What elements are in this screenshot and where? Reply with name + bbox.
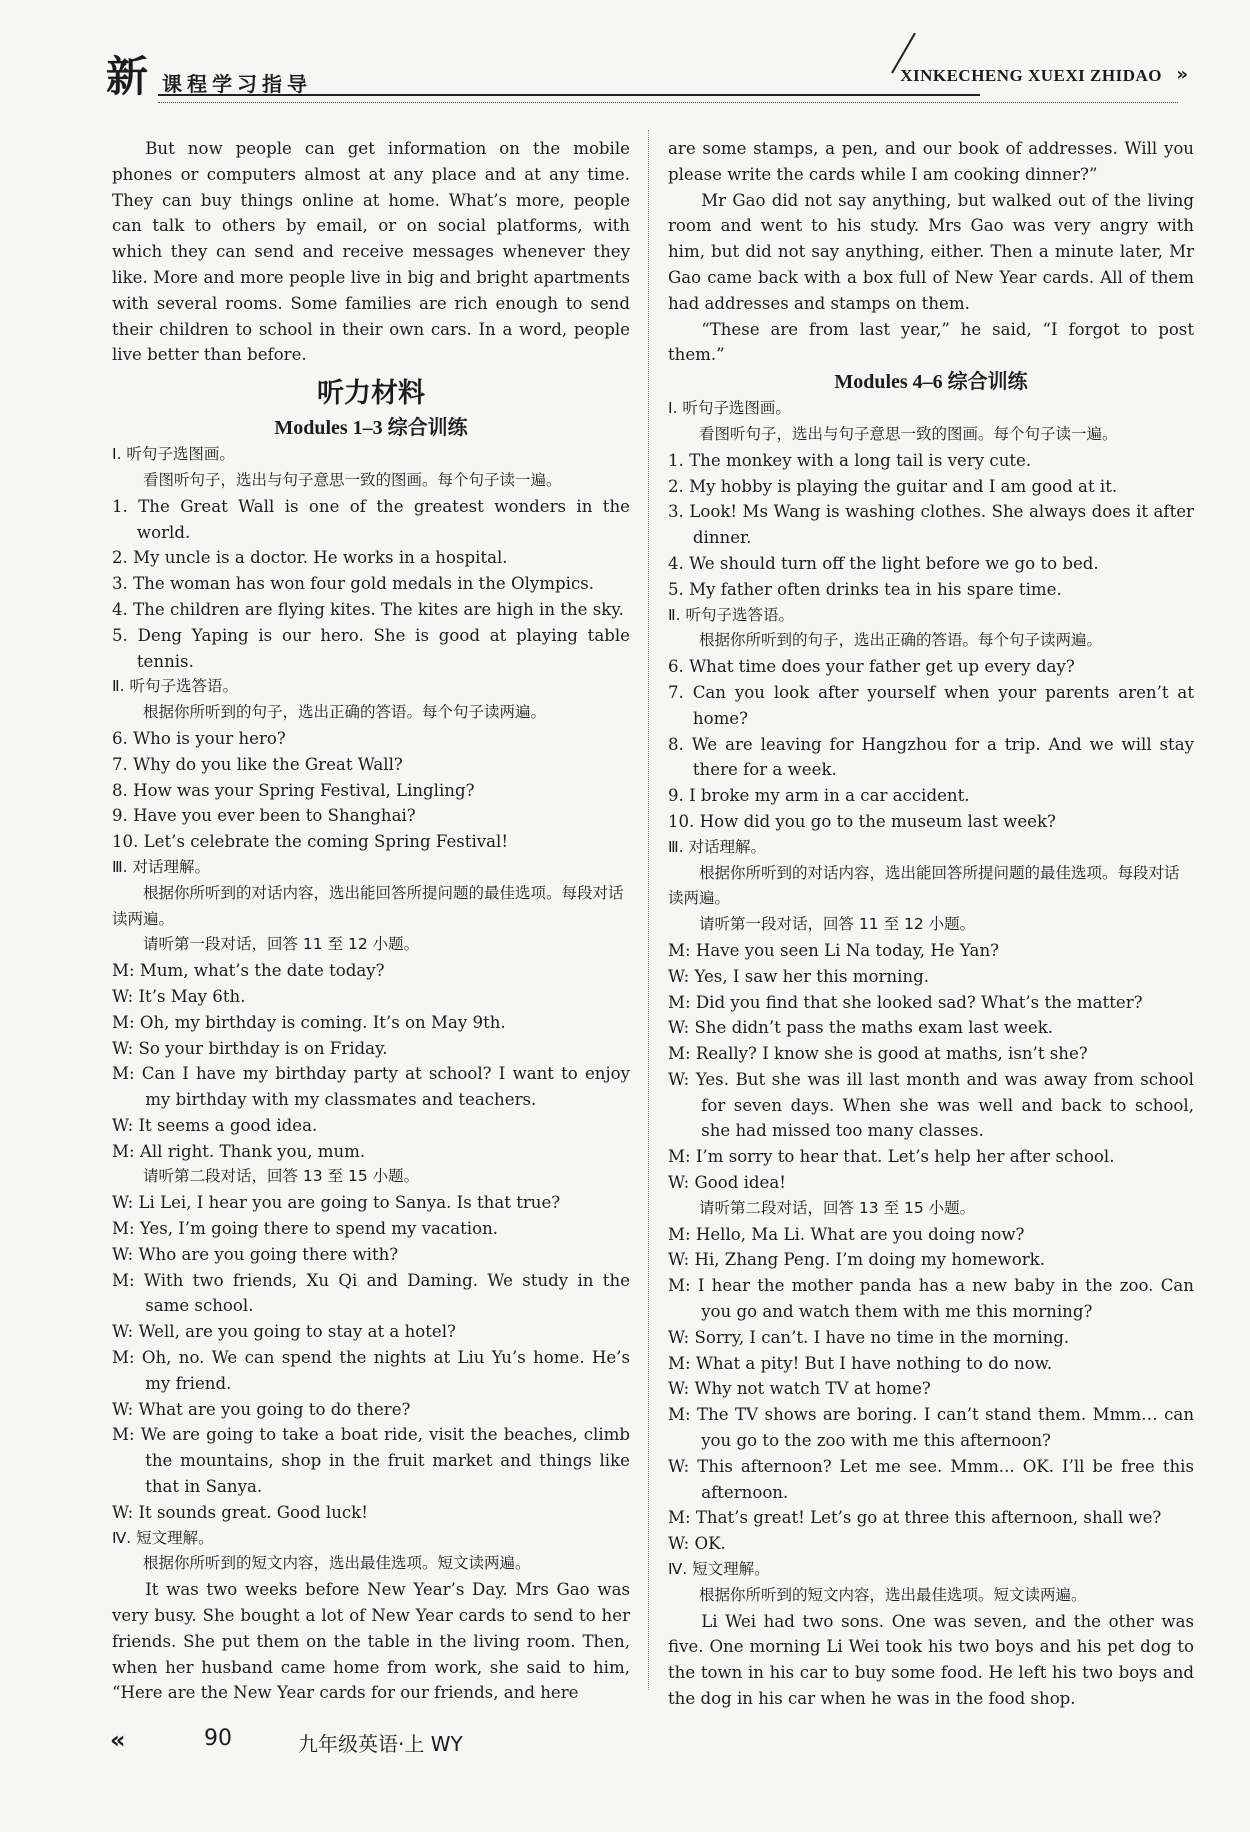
dialogue-line: W: So your birthday is on Friday. xyxy=(112,1038,388,1058)
passage-paragraph: Li Wei had two sons. One was seven, and the other was five. One morning Li Wei took his two boys and his pet dog to the town in his car to buy some food. He left his two boys and the dog in his car when he was in the food shop. xyxy=(668,1611,1194,1709)
column-divider xyxy=(648,130,649,1690)
dialogue-line: W: Why not watch TV at home? xyxy=(668,1379,931,1399)
dialogue-line: M: What a pity! But I have nothing to do now. xyxy=(668,1353,1053,1373)
part-heading: Ⅱ. 听句子选答语。 xyxy=(112,677,238,696)
dialogue-line: M: I hear the mother panda has a new baby in the zoo. Can you go and watch them with me this morning? xyxy=(668,1276,1194,1322)
header-pinyin: XINKECHENG XUEXI ZHIDAO xyxy=(900,66,1162,85)
list-item: 4. We should turn off the light before we go to bed. xyxy=(668,553,1099,573)
dialogue-line: M: Oh, my birthday is coming. It’s on May 9th. xyxy=(112,1012,506,1032)
part-heading: Ⅲ. 对话理解。 xyxy=(668,837,767,856)
dialogue-title: 请听第二段对话，回答 13 至 15 小题。 xyxy=(143,1167,420,1186)
list-item: 6. Who is your hero? xyxy=(112,728,286,748)
dialogue-line: M: The TV shows are boring. I can’t stand them. Mmm… can you go to the zoo with me this afternoon? xyxy=(668,1405,1194,1451)
part-instruction: 根据你所听到的对话内容，选出能回答所提问题的最佳选项。每段对话读两遍。 xyxy=(668,863,1180,908)
dialogue-line: W: It’s May 6th. xyxy=(112,986,246,1006)
list-item: 3. Look! Ms Wang is washing clothes. She always does it after dinner. xyxy=(668,502,1194,548)
part-instruction: 根据你所听到的对话内容，选出能回答所提问题的最佳选项。每段对话读两遍。 xyxy=(112,883,624,928)
chevron-left-icon: « xyxy=(110,1726,126,1754)
part-instruction: 根据你所听到的句子，选出正确的答语。每个句子读两遍。 xyxy=(699,631,1103,650)
dialogue-line: W: She didn’t pass the maths exam last week. xyxy=(668,1018,1054,1038)
dialogue-line: M: Have you seen Li Na today, He Yan? xyxy=(668,940,1000,960)
list-item: 10. Let’s celebrate the coming Spring Festival! xyxy=(112,832,509,852)
list-item: 9. Have you ever been to Shanghai? xyxy=(112,806,416,826)
dialogue-title: 请听第二段对话，回答 13 至 15 小题。 xyxy=(699,1198,976,1217)
dialogue-line: W: Who are you going there with? xyxy=(112,1244,399,1264)
list-item: 5. Deng Yaping is our hero. She is good at playing table tennis. xyxy=(112,625,630,671)
dialogue-line: M: Really? I know she is good at maths, isn’t she? xyxy=(668,1044,1088,1064)
part-instruction: 根据你所听到的短文内容，选出最佳选项。短文读两遍。 xyxy=(699,1585,1087,1604)
dialogue-line: W: Good idea! xyxy=(668,1173,786,1193)
dialogue-line: M: Mum, what’s the date today? xyxy=(112,961,385,981)
passage-paragraph: It was two weeks before New Year’s Day. Mrs Gao was very busy. She bought a lot of New Year cards to send to her friends. She put them on the table in the living room. Then, when her husband came home from work, she said to him, “Here are the New Year cards for our friends, and here xyxy=(112,1580,630,1703)
intro-paragraph: But now people can get information on the mobile phones or computers almost at any place and at any time. They can buy things online at home. What’s more, people can talk to others by email, or on social platforms, with which they can send and receive messages whenever they like. More and more people live in big and bright apartments with several rooms. Some families are rich enough to send their children to school in their own cars. In a word, people live better than before. xyxy=(112,139,630,365)
section-title: 听力材料 xyxy=(317,378,425,410)
book-title: 九年级英语·上 WY xyxy=(298,1732,463,1756)
dialogue-line: W: What are you going to do there? xyxy=(112,1399,411,1419)
list-item: 7. Why do you like the Great Wall? xyxy=(112,754,403,774)
list-item: 2. My uncle is a doctor. He works in a hospital. xyxy=(112,548,508,568)
dialogue-line: W: It seems a good idea. xyxy=(112,1115,318,1135)
list-item: 5. My father often drinks tea in his spare time. xyxy=(668,579,1062,599)
list-item: 4. The children are flying kites. The kites are high in the sky. xyxy=(112,599,624,619)
dialogue-line: M: Can I have my birthday party at school? I want to enjoy my birthday with my classmates and teachers. xyxy=(112,1064,630,1110)
part-heading: Ⅳ. 短文理解。 xyxy=(668,1560,770,1579)
dialogue-title: 请听第一段对话，回答 11 至 12 小题。 xyxy=(143,935,420,954)
list-item: 7. Can you look after yourself when your parents aren’t at home? xyxy=(668,682,1194,728)
dialogue-line: M: All right. Thank you, mum. xyxy=(112,1141,366,1161)
dialogue-line: W: Well, are you going to stay at a hotel? xyxy=(112,1322,456,1342)
page-number: 90 xyxy=(204,1726,232,1751)
part-instruction: 看图听句子，选出与句子意思一致的图画。每个句子读一遍。 xyxy=(699,424,1118,443)
logo: 新 xyxy=(106,52,149,101)
list-item: 2. My hobby is playing the guitar and I am good at it. xyxy=(668,476,1118,496)
dialogue-line: W: Li Lei, I hear you are going to Sanya. Is that true? xyxy=(112,1193,561,1213)
dialogue-line: M: That’s great! Let’s go at three this afternoon, shall we? xyxy=(668,1508,1162,1528)
left-column xyxy=(112,136,630,1706)
list-item: 10. How did you go to the museum last week? xyxy=(668,811,1056,831)
list-item: 1. The monkey with a long tail is very cute. xyxy=(668,450,1032,470)
list-item: 8. We are leaving for Hangzhou for a trip. And we will stay there for a week. xyxy=(668,734,1194,780)
header-dotted-rule xyxy=(158,102,1178,103)
dialogue-line: W: Hi, Zhang Peng. I’m doing my homework. xyxy=(668,1250,1046,1270)
part-heading: Ⅲ. 对话理解。 xyxy=(112,857,211,876)
dialogue-line: M: Oh, no. We can spend the nights at Liu Yu’s home. He’s my friend. xyxy=(112,1348,630,1393)
header-rule xyxy=(158,94,980,96)
dialogue-line: W: Yes. But she was ill last month and was away from school for seven days. When she was well and back to school, she had missed too many classes. xyxy=(668,1069,1194,1141)
dialogue-line: W: OK. xyxy=(668,1534,726,1554)
list-item: 9. I broke my arm in a car accident. xyxy=(668,786,970,806)
dialogue-line: W: Sorry, I can’t. I have no time in the morning. xyxy=(668,1327,1070,1347)
header-title: 课程学习指导 xyxy=(162,72,312,96)
module-title: Modules 4–6 综合训练 xyxy=(834,371,1028,394)
dialogue-line: M: We are going to take a boat ride, visit the beaches, climb the mountains, shop in the fruit market and things like that in Sanya. xyxy=(112,1425,630,1497)
dialogue-title: 请听第一段对话，回答 11 至 12 小题。 xyxy=(699,915,976,934)
part-heading: Ⅳ. 短文理解。 xyxy=(112,1528,214,1547)
passage-paragraph: “These are from last year,” he said, “I forgot to post them.” xyxy=(668,319,1194,365)
dialogue-line: M: Did you find that she looked sad? What’s the matter? xyxy=(668,992,1143,1012)
dialogue-line: M: With two friends, Xu Qi and Daming. We study in the same school. xyxy=(112,1270,630,1316)
part-instruction: 根据你所听到的短文内容，选出最佳选项。短文读两遍。 xyxy=(143,1554,531,1573)
part-heading: Ⅱ. 听句子选答语。 xyxy=(668,605,794,624)
chevron-right-icon: » xyxy=(1176,64,1188,85)
dialogue-line: M: Hello, Ma Li. What are you doing now? xyxy=(668,1224,1025,1244)
list-item: 6. What time does your father get up every day? xyxy=(668,657,1075,677)
list-item: 1. The Great Wall is one of the greatest wonders in the world. xyxy=(112,496,630,542)
dialogue-line: M: I’m sorry to hear that. Let’s help her after school. xyxy=(668,1147,1115,1167)
dialogue-line: W: It sounds great. Good luck! xyxy=(112,1502,368,1522)
dialogue-line: M: Yes, I’m going there to spend my vacation. xyxy=(112,1219,499,1239)
module-title: Modules 1–3 综合训练 xyxy=(274,417,468,440)
right-column xyxy=(668,136,1194,1712)
list-item: 3. The woman has won four gold medals in the Olympics. xyxy=(112,574,595,594)
page-header xyxy=(100,52,1190,108)
list-item: 8. How was your Spring Festival, Lingling? xyxy=(112,780,475,800)
part-heading: Ⅰ. 听句子选图画。 xyxy=(668,399,791,418)
dialogue-line: W: This afternoon? Let me see. Mmm... OK. I’ll be free this afternoon. xyxy=(668,1456,1194,1502)
part-heading: Ⅰ. 听句子选图画。 xyxy=(112,445,235,464)
passage-continued: are some stamps, a pen, and our book of addresses. Will you please write the cards while I am cooking dinner?” xyxy=(668,139,1194,184)
part-instruction: 看图听句子，选出与句子意思一致的图画。每个句子读一遍。 xyxy=(143,470,562,489)
part-instruction: 根据你所听到的句子，选出正确的答语。每个句子读两遍。 xyxy=(143,703,547,722)
dialogue-line: W: Yes, I saw her this morning. xyxy=(668,966,929,986)
passage-paragraph: Mr Gao did not say anything, but walked out of the living room and went to his study. Mrs Gao was very angry with him, but did not say anything, either. Then a minute later, Mr Gao came back with a box full of New Year cards. All of them had addresses and stamps on them. xyxy=(668,190,1194,313)
